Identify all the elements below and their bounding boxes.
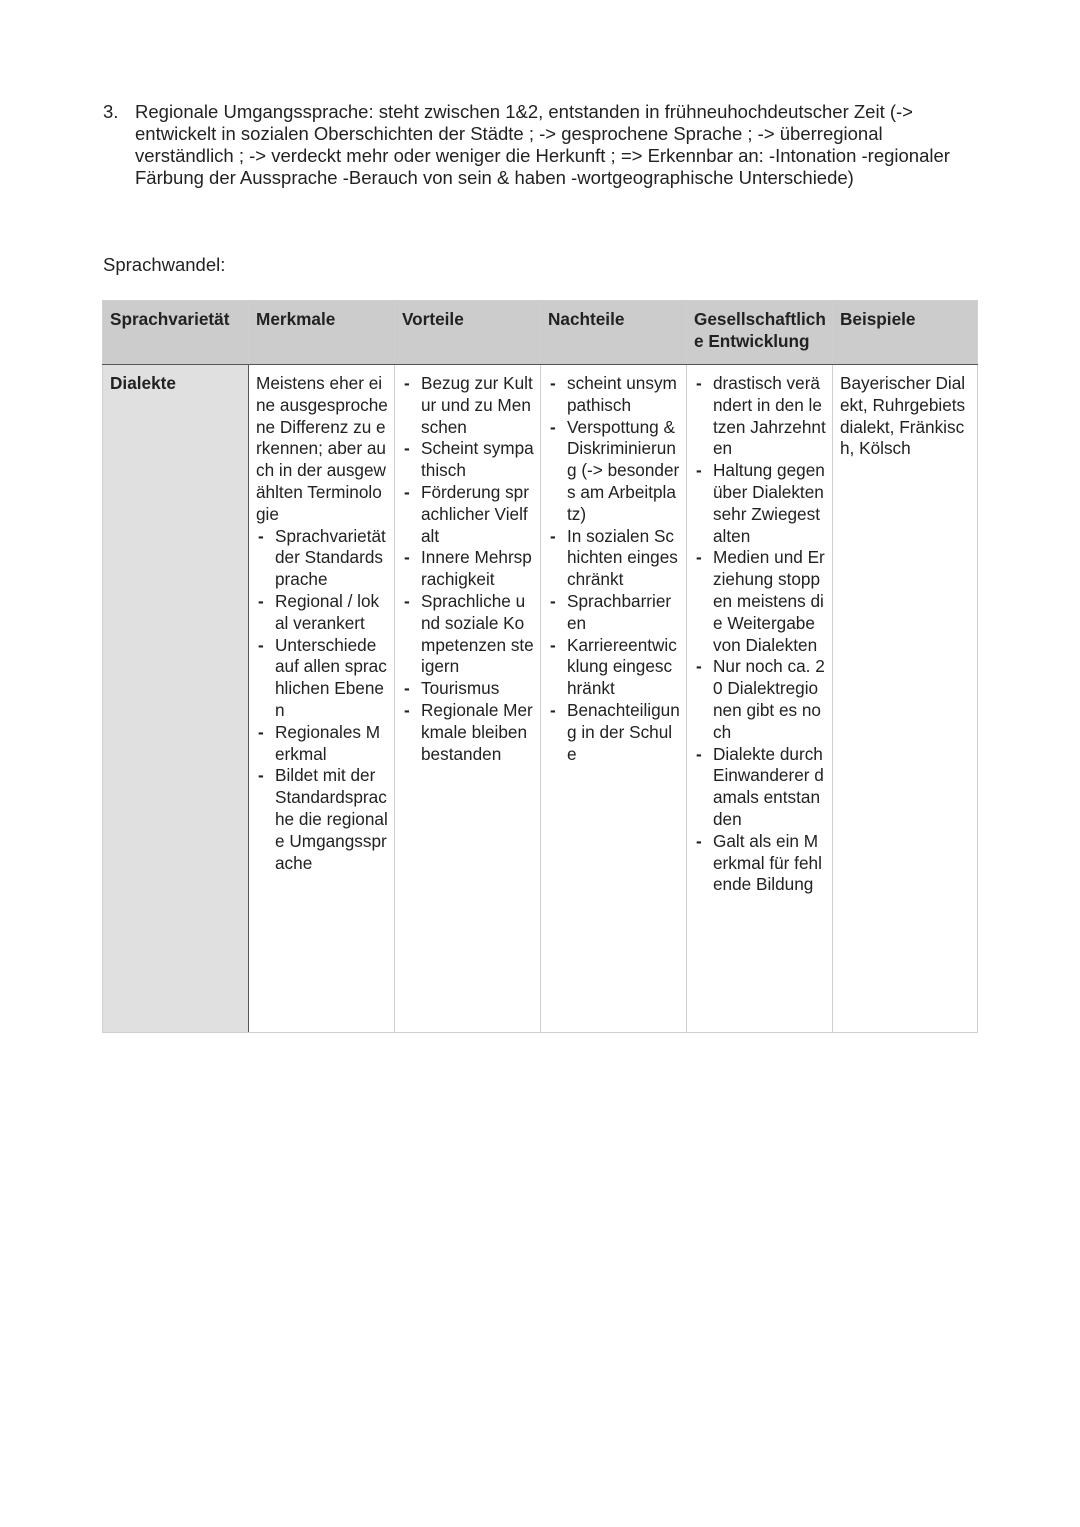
cell-vorteile xyxy=(395,365,541,1033)
list-item: - Verspottung & Diskriminierung (-> besonders am Arbeitplatz) xyxy=(548,417,680,526)
list-item-text: Regionale Umgangssprache: steht zwischen 1&2, entstanden in frühneuhochdeutscher Zeit (-> entwickelt in sozialen Oberschichten der Städte ; -> gesprochene Sprache ; -> überregional verständlich ; -> verdeckt mehr oder weniger die Herkunft ; => Erkennbar an: -Intonation -regionaler Färbung der Aussprache -Berauch von sein & haben -wortgeographische Unterschiede) xyxy=(135,101,950,188)
list-item: - Unterschiede auf allen sprachlichen Ebenen xyxy=(256,635,388,722)
list-item: - Bezug zur Kultur und zu Menschen xyxy=(402,373,534,438)
cell-beispiele: Bayerischer Dialekt, Ruhrgebietsdialekt, Fränkisch, Kölsch xyxy=(833,365,978,1033)
list-item: - Regionales Merkmal xyxy=(256,722,388,766)
list-item: - scheint unsympathisch xyxy=(548,373,680,417)
header-merkmale: Merkmale xyxy=(249,301,395,365)
list-item: - Scheint sympathisch xyxy=(402,438,534,482)
list-item-3 xyxy=(103,101,975,189)
list-item: - Innere Mehrsprachigkeit xyxy=(402,547,534,591)
variety-table xyxy=(102,300,978,1033)
cell-entwicklung xyxy=(687,365,833,1033)
vorteile-list xyxy=(402,373,534,765)
header-nachteile: Nachteile xyxy=(541,301,687,365)
list-item: - Tourismus xyxy=(402,678,534,700)
list-number: 3. xyxy=(103,101,119,122)
entwicklung-list xyxy=(694,373,826,896)
header-vorteile: Vorteile xyxy=(395,301,541,365)
list-item: - Sprachvarietät der Standardsprache xyxy=(256,526,388,591)
merkmale-intro: Meistens eher eine ausgesprochene Differenz zu erkennen; aber auch in der ausgewählten Terminologie xyxy=(256,373,388,524)
list-item: - Karriereentwicklung eingeschränkt xyxy=(548,635,680,700)
header-gesellschaftliche-entwicklung: Gesellschaftliche Entwicklung xyxy=(687,301,833,365)
list-item: - Medien und Erziehung stoppen meistens die Weitergabe von Dialekten xyxy=(694,547,826,656)
list-item: - Sprachbarrieren xyxy=(548,591,680,635)
list-item: - Nur noch ca. 20 Dialektregionen gibt es noch xyxy=(694,656,826,743)
header-beispiele: Beispiele xyxy=(833,301,978,365)
list-item: - Sprachliche und soziale Kompetenzen steigern xyxy=(402,591,534,678)
list-item: - Galt als ein Merkmal für fehlende Bildung xyxy=(694,831,826,896)
nachteile-list xyxy=(548,373,680,765)
list-item: - In sozialen Schichten eingeschränkt xyxy=(548,526,680,591)
list-item: - Haltung gegenüber Dialekten sehr Zwiegestalten xyxy=(694,460,826,547)
list-item: - Regional / lokal verankert xyxy=(256,591,388,635)
table-row xyxy=(103,365,978,1033)
table-header-row xyxy=(103,301,978,365)
list-item: - Bildet mit der Standardsprache die regionale Umgangssprache xyxy=(256,765,388,874)
section-heading: Sprachwandel: xyxy=(103,254,226,275)
cell-variety: Dialekte xyxy=(103,365,249,1033)
merkmale-list xyxy=(256,526,388,875)
cell-merkmale xyxy=(249,365,395,1033)
list-item: - drastisch verändert in den letzen Jahrzehnten xyxy=(694,373,826,460)
list-item: - Regionale Merkmale bleiben bestanden xyxy=(402,700,534,765)
list-item: - Förderung sprachlicher Vielfalt xyxy=(402,482,534,547)
header-sprachvarietaet: Sprachvarietät xyxy=(103,301,249,365)
list-item: - Benachteiligung in der Schule xyxy=(548,700,680,765)
cell-nachteile xyxy=(541,365,687,1033)
list-item: - Dialekte durch Einwanderer damals entstanden xyxy=(694,744,826,831)
